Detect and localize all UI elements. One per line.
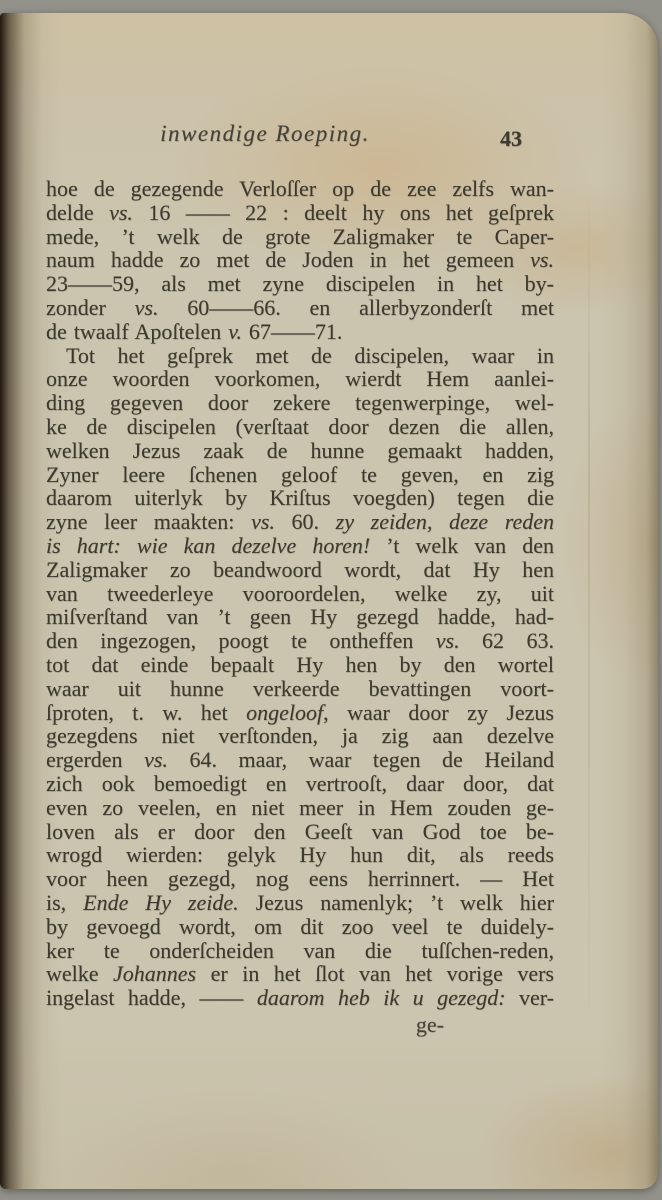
text-line: ingelast hadde, —— daarom heb ik u gezegd: ver- — [46, 985, 554, 1011]
text-line: van tweederleye vooroordelen, welke zy, uit — [46, 580, 554, 606]
text-line: is hart: wie kan dezelve horen! ’t welk van den — [46, 532, 554, 558]
text-line: loven als er door den Geeſt van God toe be- — [46, 818, 554, 844]
text-line: 23——59, als met zyne discipelen in het by- — [46, 271, 554, 297]
text-line: ding gegeven door zekere tegenwerpinge, wel- — [46, 390, 554, 416]
catchword: ge- — [415, 1012, 444, 1037]
text-line: welken Jezus zaak de hunne gemaakt hadden, — [46, 437, 554, 463]
text-line: ſproten, t. w. het ongeloof, waar door zy Jezus — [46, 699, 554, 725]
running-header — [46, 121, 554, 155]
text-line: ker te onderſcheiden van die tuſſchen-reden, — [46, 937, 554, 963]
text-line: welke Johannes er in het ſlot van het vorige vers — [46, 961, 554, 987]
catchword-row — [46, 1012, 554, 1038]
text-line: mede, ’t welk de grote Zaligmaker te Caper- — [46, 223, 554, 249]
text-line: daarom uiterlyk by Kriſtus voegden) tegen die — [46, 485, 554, 511]
text-line: tot dat einde bepaalt Hy hen by den wortel — [46, 651, 554, 677]
paper-streak — [588, 183, 590, 1043]
text-line: is, Ende Hy zeide. Jezus namenlyk; ’t welk hier — [46, 889, 554, 915]
text-line: ke de discipelen (verſtaat door dezen die allen, — [46, 413, 554, 439]
text-line: voor heen gezegd, nog eens herrinnert. — Het — [46, 866, 554, 892]
text-line: even zo veelen, en niet meer in Hem zouden ge- — [46, 794, 554, 820]
text-line: zyne leer maakten: vs. 60. zy zeiden, deze reden — [46, 509, 554, 535]
text-line: by gevoegd wordt, om dit zoo veel te duidely- — [46, 913, 554, 939]
text-line: gezegdens niet verſtonden, ja zig aan dezelve — [46, 723, 554, 749]
text-line: waar uit hunne verkeerde bevattingen voort- — [46, 675, 554, 701]
running-title: inwendige Roeping. — [160, 121, 370, 146]
text-line: miſverſtand van ’t geen Hy gezegd hadde, had- — [46, 604, 554, 630]
text-line: den ingezogen, poogt te ontheffen vs. 62 63. — [46, 628, 554, 654]
text-line: naum hadde zo met de Joden in het gemeen vs. — [46, 247, 554, 273]
text-line: Tot het geſprek met de discipelen, waar in — [66, 342, 554, 368]
text-line: Zyner leere ſchenen geloof te geven, en zig — [46, 461, 554, 487]
text-line: zonder vs. 60——66. en allerbyzonderſt met — [46, 294, 554, 320]
page-number: 43 — [500, 126, 522, 151]
text-line: delde vs. 16 —— 22 : deelt hy ons het geſprek — [46, 199, 554, 225]
text-line: onze woorden voorkomen, wierdt Hem aanlei- — [46, 366, 554, 392]
text-line: hoe de gezegende Verloſſer op de zee zelfs wan- — [46, 176, 554, 201]
book-page — [0, 13, 658, 1189]
text-line: Zaligmaker zo beandwoord wordt, dat Hy hen — [46, 556, 554, 582]
text-line: de twaalf Apoſtelen v. 67——71. — [46, 318, 343, 344]
text-line: ergerden vs. 64. maar, waar tegen de Heiland — [46, 747, 554, 773]
text-line: wrogd wierden: gelyk Hy hun dit, als reeds — [46, 842, 554, 868]
text-line: zich ook bemoedigt en vertrooſt, daar door, dat — [46, 770, 554, 796]
text-block — [46, 177, 554, 1010]
